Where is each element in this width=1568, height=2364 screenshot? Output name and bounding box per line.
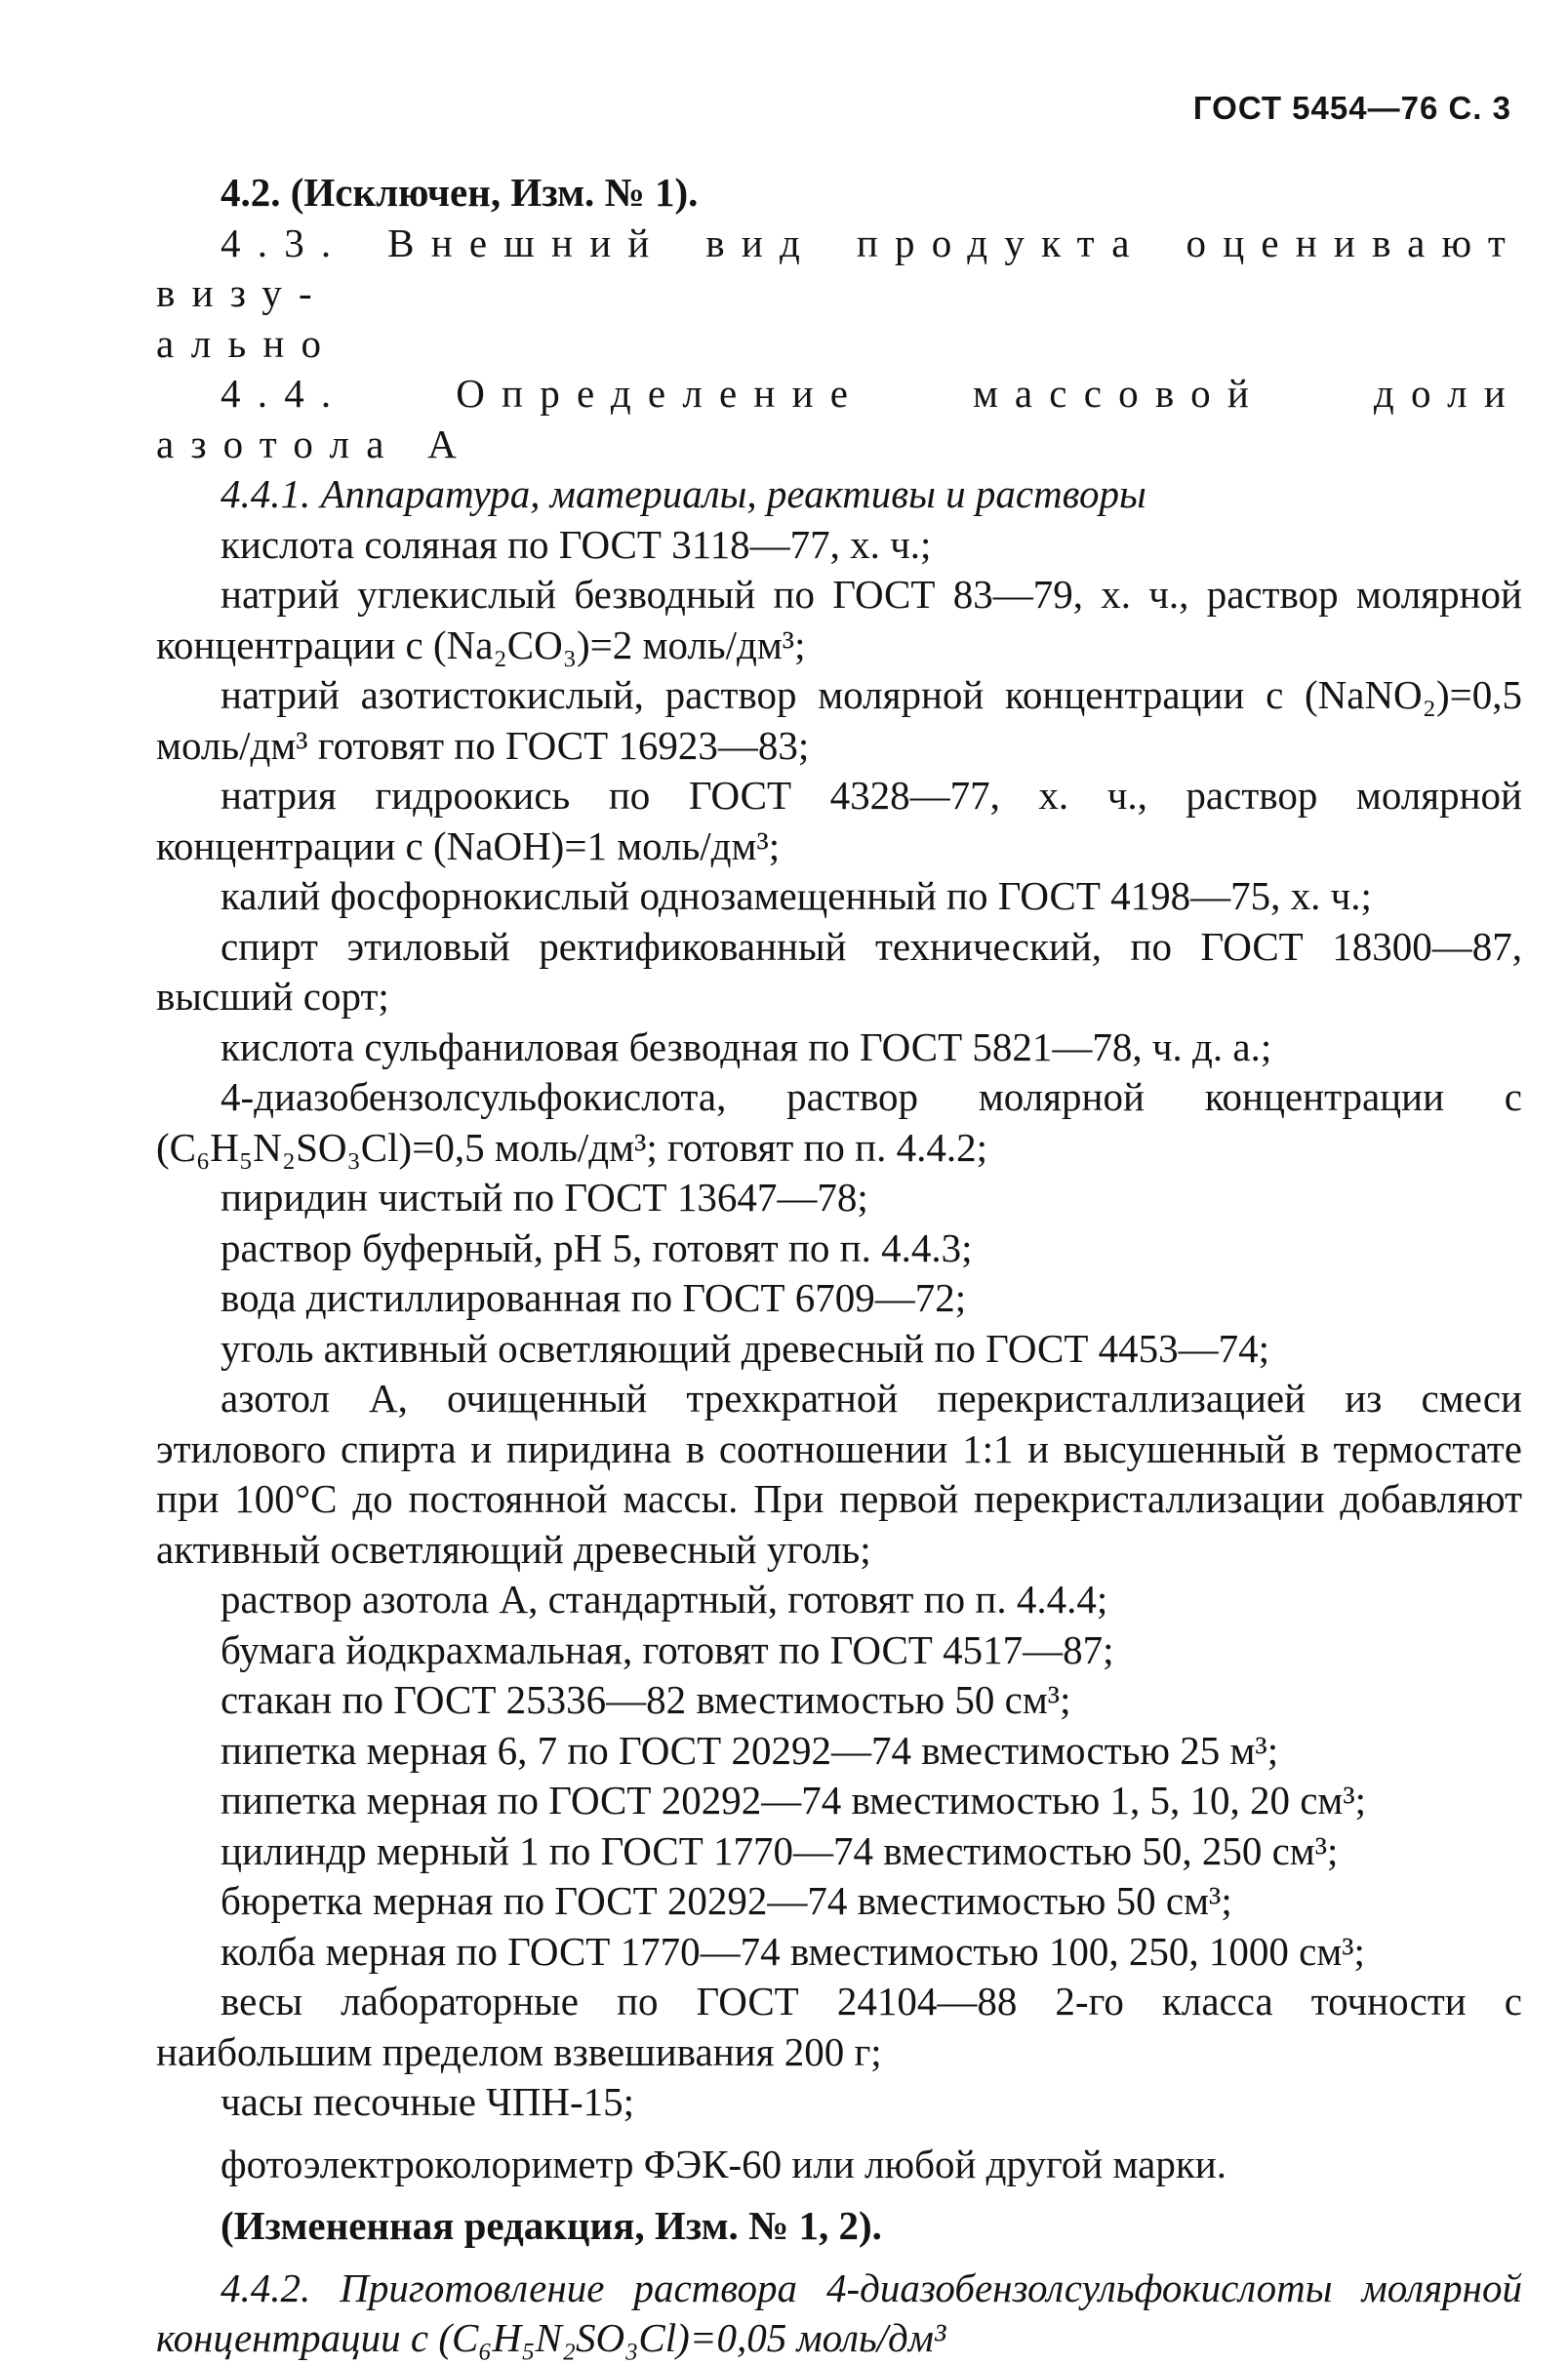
list-item: фотоэлектроколориметр ФЭК-60 или любой другой марки. (221, 2141, 1226, 2186)
list-item: колба мерная по ГОСТ 1770—74 вместимостью 100, 250, 1000 см³; (221, 1928, 1365, 1974)
list-item: пипетка мерная по ГОСТ 20292—74 вместимостью 1, 5, 10, 20 см³; (221, 1778, 1367, 1823)
list-item: раствор буферный, pH 5, готовят по п. 4.4.3; (221, 1224, 973, 1270)
clause-4-4-1-heading: 4.4.1. Аппаратура, материалы, реактивы и растворы (221, 471, 1146, 516)
page-header: ГОСТ 5454—76 С. 3 (1192, 90, 1511, 126)
clause-4-2: 4.2. (Исключен, Изм. № 1). (221, 170, 699, 215)
list-item: бюретка мерная по ГОСТ 20292—74 вместимостью 50 см³; (221, 1878, 1232, 1923)
list-item: азотол А, очищенный трехкратной перекристаллизацией из смеси этилового спирта и пиридина в соотношении 1:1 и высушенный в термостате при 100°С до постоянной массы. При первой перекристаллизации добавляют активный осветляющий древесный уголь; (156, 1376, 1522, 1572)
list-item: натрий азотистокислый, раствор молярной концентрации с (NaNO₂)=0,5 моль/дм³ готовят по ГОСТ 16923—83; (156, 672, 1522, 768)
list-item: кислота сульфаниловая безводная по ГОСТ 5821—78, ч. д. а.; (221, 1023, 1272, 1069)
list-item: бумага йодкрахмальная, готовят по ГОСТ 4517—87; (221, 1626, 1114, 1672)
list-item: часы песочные ЧПН-15; (221, 2079, 635, 2124)
list-item: кислота соляная по ГОСТ 3118—77, х. ч.; (221, 521, 932, 567)
list-item: вода дистиллированная по ГОСТ 6709—72; (221, 1275, 967, 1320)
list-item: уголь активный осветляющий древесный по ГОСТ 4453—74; (221, 1325, 1270, 1371)
list-item: стакан по ГОСТ 25336—82 вместимостью 50 см³; (221, 1677, 1071, 1722)
edit-note: (Измененная редакция, Изм. № 1, 2). (221, 2203, 882, 2248)
clause-4-3-line2: ально (156, 320, 339, 366)
document-body (156, 168, 1522, 2364)
list-item: натрий углекислый безводный по ГОСТ 83—79, х. ч., раствор молярной концентрации с (Na₂CO₃)=2 моль/дм³; (156, 572, 1522, 667)
list-item: пипетка мерная 6, 7 по ГОСТ 20292—74 вместимостью 25 м³; (221, 1727, 1279, 1773)
list-item: весы лабораторные по ГОСТ 24104—88 2-го класса точности с наибольшим пределом взвешивания 200 г; (156, 1979, 1522, 2074)
list-item: раствор азотола А, стандартный, готовят по п. 4.4.4; (221, 1577, 1108, 1622)
list-item: цилиндр мерный 1 по ГОСТ 1770—74 вместимостью 50, 250 см³; (221, 1827, 1339, 1873)
list-item: 4-диазобензолсульфокислота, раствор молярной концентрации с (C₆H₅N₂SO₃Cl)=0,5 моль/дм³; готовят по п. 4.4.2; (156, 1074, 1522, 1170)
clause-4-3-line1: 4.3. Внешний вид продукта оценивают визу- (156, 220, 1522, 315)
clause-4-4-heading: 4.4. Определение массовой доли азотола А (156, 371, 1522, 466)
list-item: калий фосфорнокислый однозамещенный по ГОСТ 4198—75, х. ч.; (221, 873, 1372, 918)
clause-4-4-2-heading: 4.4.2. Приготовление раствора 4-диазобензолсульфокислоты молярной концентрации с (C₆H₅N₂SO₃Cl)=0,05 моль/дм³ (156, 2264, 1522, 2360)
list-item: спирт этиловый ректификованный технический, по ГОСТ 18300—87, высший сорт; (156, 923, 1522, 1019)
list-item: натрия гидроокись по ГОСТ 4328—77, х. ч., раствор молярной концентрации с (NaOH)=1 моль/дм³; (156, 773, 1522, 868)
list-item: пиридин чистый по ГОСТ 13647—78; (221, 1175, 868, 1220)
